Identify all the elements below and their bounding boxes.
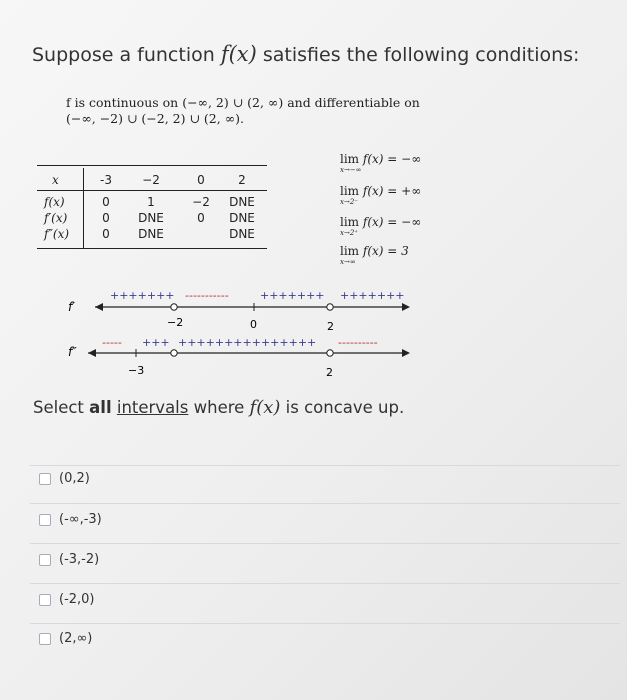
table-top-rule bbox=[37, 165, 267, 166]
fdouble-label: f″ bbox=[68, 345, 77, 359]
option-divider bbox=[30, 543, 620, 544]
prompt-function: f(x) bbox=[249, 397, 281, 418]
option-divider bbox=[30, 503, 620, 504]
conditions-line-2: (−∞, −2) ∪ (−2, 2) ∪ (2, ∞). bbox=[66, 111, 244, 126]
cell: DNE bbox=[229, 227, 255, 241]
cell: DNE bbox=[229, 211, 255, 225]
option-divider bbox=[30, 623, 620, 624]
limit-neg-infinity bbox=[340, 152, 422, 174]
option-label: (-∞,-3) bbox=[59, 512, 102, 527]
table-header-rule bbox=[37, 190, 267, 191]
option-label: (-3,-2) bbox=[59, 552, 100, 567]
lim-expression: f(x) = 3 bbox=[362, 244, 409, 258]
option-2-inf[interactable] bbox=[39, 631, 92, 646]
fdouble-tick-label: 2 bbox=[326, 366, 333, 379]
fprime-open-point bbox=[171, 304, 177, 310]
fprime-arrow-right bbox=[402, 303, 410, 311]
cell: 0 bbox=[102, 211, 110, 225]
fdouble-arrow-left bbox=[88, 349, 96, 357]
fdouble-open-point bbox=[327, 350, 333, 356]
prompt-bold-all: all bbox=[89, 398, 112, 417]
cell: DNE bbox=[229, 195, 255, 209]
lim-word: lim bbox=[340, 184, 360, 198]
fdouble-arrow-right bbox=[402, 349, 410, 357]
fprime-sign: +++++++ bbox=[340, 289, 405, 302]
select-prompt bbox=[33, 397, 404, 418]
limit-2-minus bbox=[340, 184, 422, 206]
fdouble-sign: ---------- bbox=[338, 336, 378, 349]
question-function: f(x) bbox=[220, 42, 257, 66]
question-suffix: satisfies the following conditions: bbox=[256, 44, 580, 66]
option-neg3-neg2[interactable] bbox=[39, 552, 99, 567]
cell: 0 bbox=[102, 195, 110, 209]
fprime-sign: +++++++ bbox=[260, 289, 325, 302]
lim-expression: f(x) = −∞ bbox=[362, 152, 422, 166]
table-vertical-rule bbox=[83, 168, 84, 248]
checkbox[interactable] bbox=[39, 473, 51, 485]
lim-subscript: x→−∞ bbox=[340, 166, 362, 174]
lim-expression: f(x) = +∞ bbox=[362, 184, 422, 198]
fprime-label: f′ bbox=[68, 300, 75, 314]
checkbox[interactable] bbox=[39, 554, 51, 566]
cell: DNE bbox=[138, 211, 164, 225]
fdouble-open-point bbox=[171, 350, 177, 356]
row-label-fdoubleprime: f″(x) bbox=[44, 227, 70, 241]
sign-charts bbox=[0, 280, 627, 380]
option-label: (2,∞) bbox=[59, 631, 93, 646]
lim-subscript: x→2⁺ bbox=[340, 229, 358, 237]
cell: 1 bbox=[147, 195, 155, 209]
lim-expression: f(x) = −∞ bbox=[362, 215, 422, 229]
question-prefix: Suppose a function bbox=[32, 44, 221, 66]
option-neginf-neg3[interactable] bbox=[39, 512, 102, 527]
prompt-intervals-link: intervals bbox=[116, 398, 189, 417]
fdouble-tick-label: −3 bbox=[128, 364, 145, 377]
checkbox[interactable] bbox=[39, 594, 51, 606]
table-bottom-rule bbox=[37, 248, 267, 249]
option-label: (0,2) bbox=[59, 471, 90, 486]
option-neg2-0[interactable] bbox=[39, 592, 95, 607]
limit-2-plus bbox=[340, 215, 422, 237]
cell: DNE bbox=[138, 227, 164, 241]
fprime-tick-label: −2 bbox=[167, 316, 184, 329]
lim-word: lim bbox=[340, 244, 360, 258]
x-header: x bbox=[52, 173, 59, 187]
option-divider bbox=[30, 583, 620, 584]
fprime-sign: ----------- bbox=[185, 289, 229, 302]
prompt-suffix: is concave up. bbox=[280, 398, 405, 417]
row-label-fprime: f′(x) bbox=[44, 211, 68, 225]
fprime-sign: +++++++ bbox=[110, 289, 175, 302]
x-value: 0 bbox=[197, 173, 205, 187]
checkbox[interactable] bbox=[39, 514, 51, 526]
fprime-arrow-left bbox=[95, 303, 103, 311]
lim-word: lim bbox=[340, 152, 360, 166]
lim-word: lim bbox=[340, 215, 360, 229]
cell: 0 bbox=[102, 227, 110, 241]
limit-pos-infinity bbox=[340, 244, 409, 266]
cell: 0 bbox=[197, 211, 205, 225]
lim-subscript: x→2⁻ bbox=[340, 198, 358, 206]
fdouble-sign: +++ bbox=[142, 336, 170, 349]
x-value: 2 bbox=[238, 173, 246, 187]
x-value: −2 bbox=[142, 173, 160, 187]
lim-subscript: x→∞ bbox=[340, 258, 356, 266]
option-0-2[interactable] bbox=[39, 471, 90, 486]
fprime-tick-label: 0 bbox=[250, 318, 257, 331]
conditions-line-1: f is continuous on (−∞, 2) ∪ (2, ∞) and differentiable on bbox=[66, 95, 420, 110]
x-value: -3 bbox=[100, 173, 112, 187]
option-label: (-2,0) bbox=[59, 592, 95, 607]
cell: −2 bbox=[192, 195, 210, 209]
checkbox[interactable] bbox=[39, 633, 51, 645]
prompt-prefix: Select bbox=[33, 398, 90, 417]
fprime-tick-label: 2 bbox=[327, 320, 334, 333]
row-label-f: f(x) bbox=[44, 195, 65, 209]
fprime-open-point bbox=[327, 304, 333, 310]
fdouble-sign: ----- bbox=[102, 336, 122, 349]
option-divider bbox=[30, 465, 620, 466]
fdouble-sign: +++++++++++++++ bbox=[178, 336, 317, 349]
prompt-where: where bbox=[188, 398, 250, 417]
value-table bbox=[0, 0, 627, 260]
